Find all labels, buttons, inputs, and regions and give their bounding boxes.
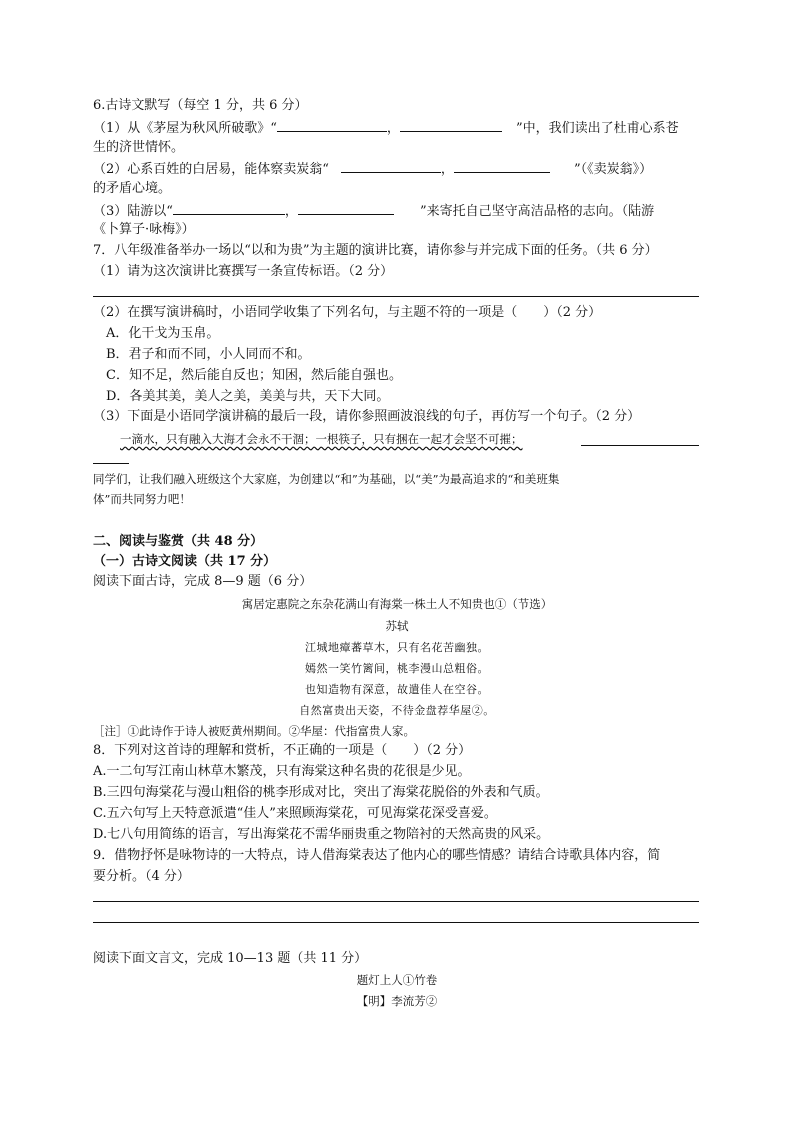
q6-p3-text-a: （3）陆游以“ bbox=[93, 204, 173, 219]
q6-p1-comma: ， bbox=[386, 121, 400, 136]
q7-blank-1[interactable] bbox=[581, 432, 699, 446]
q7-blank-2[interactable] bbox=[93, 450, 129, 464]
q7-option-c: C．知不足，然后能自反也；知困，然后能自强也。 bbox=[106, 368, 402, 383]
poem-author: 苏轼 bbox=[385, 619, 409, 633]
q6-blank-4[interactable] bbox=[454, 159, 550, 173]
q6-blank-1[interactable] bbox=[277, 118, 387, 132]
q7-closing-1: 同学们，让我们融入班级这个大家庭，为创建以“和”为基础，以“美”为最高追求的“和美班集 bbox=[93, 472, 560, 486]
classical-intro: 阅读下面文言文，完成 10—13 题（共 11 分） bbox=[93, 951, 368, 966]
q6-p2-comma: ， bbox=[440, 162, 454, 177]
q6-line1 bbox=[93, 118, 679, 138]
q6-line2 bbox=[93, 159, 652, 179]
q6-p1-text-d: 生的济世情怀。 bbox=[93, 140, 185, 155]
q6-p1-text-a: （1）从《茅屋为秋风所破歌》“ bbox=[93, 121, 277, 136]
q9-line1: 9．借物抒怀是咏物诗的一大特点，诗人借海棠表达了他内心的哪些情感？请结合诗歌具体内容，简 bbox=[93, 848, 661, 863]
q6-p2-text-a: （2）心系百姓的白居易，能体察卖炭翁“ bbox=[93, 162, 329, 177]
q6-blank-3[interactable] bbox=[341, 159, 441, 173]
q8-option-a: A.一二句写江南山林草木繁茂，只有海棠这种名贵的花很是少见。 bbox=[93, 764, 471, 779]
classical-title: 题灯上人①竹卷 bbox=[356, 973, 438, 987]
q9-line2: 要分析。（4 分） bbox=[93, 869, 190, 884]
q6-blank-6[interactable] bbox=[298, 201, 394, 215]
q9-answer-line-2[interactable] bbox=[93, 922, 699, 923]
q7-closing-2: 体”而共同努力吧！ bbox=[93, 492, 191, 506]
q8-title: 8．下列对这首诗的理解和赏析，不正确的一项是（ ）（2 分） bbox=[93, 743, 472, 758]
poem-line-4: 自然富贵出天姿，不待金盘荐华屋②。 bbox=[299, 704, 495, 717]
q8-option-c: C.五六句写上天特意派遣“佳人”来照顾海棠花，可见海棠花深受喜爱。 bbox=[93, 806, 497, 821]
poem-note: ［注］①此诗作于诗人被贬黄州期间。②华屋：代指富贵人家。 bbox=[93, 724, 415, 738]
q7-option-a: A．化干戈为玉帛。 bbox=[106, 326, 220, 341]
q7-option-b: B．君子和而不同，小人同而不和。 bbox=[106, 347, 311, 362]
q6-p2-text-c: ”（《卖炭翁》） bbox=[573, 162, 653, 177]
q6-p3-comma: ， bbox=[284, 204, 298, 219]
q6-p2-text-d: 的矛盾心境。 bbox=[93, 181, 172, 196]
q7-wavy-line bbox=[120, 430, 523, 448]
q7-title: 7．八年级准备举办一场以“以和为贵”为主题的演讲比赛，请你参与并完成下面的任务。（共 6 分） bbox=[93, 243, 658, 258]
q7-sub1: （1）请为这次演讲比赛撰写一条宣传标语。（2 分） bbox=[93, 264, 394, 279]
q7-sub2: （2）在撰写演讲稿时，小语同学收集了下列名句，与主题不符的一项是（ ）（2 分） bbox=[93, 305, 602, 320]
q7-option-d: D．各美其美，美人之美，美美与共，天下大同。 bbox=[106, 389, 390, 404]
q6-title: 6.古诗文默写（每空 1 分，共 6 分） bbox=[93, 98, 308, 113]
q7-wavy-sentence: 一滴水，只有融入大海才会永不干涸；一根筷子，只有捆在一起才会坚不可摧； bbox=[120, 432, 523, 446]
q6-line3 bbox=[93, 201, 654, 221]
poem-line-1: 江城地瘴蕃草木，只有名花苦幽独。 bbox=[305, 641, 489, 654]
q6-p3-text-c: ”来寄托自己坚守高洁品格的志向。（陆游 bbox=[419, 204, 655, 219]
q9-answer-line-1[interactable] bbox=[93, 901, 699, 902]
q6-p3-text-d: 《卜算子·咏梅》） bbox=[93, 222, 195, 237]
q8-option-b: B.三四句海棠花与漫山粗俗的桃李形成对比，突出了海棠花脱俗的外表和气质。 bbox=[93, 785, 549, 800]
section2-intro: 阅读下面古诗，完成 8—9 题（6 分） bbox=[93, 574, 313, 589]
q7-sub3: （3）下面是小语同学演讲稿的最后一段，请你参照画波浪线的句子，再仿写一个句子。（2 分） bbox=[93, 409, 641, 424]
q7-answer-line[interactable] bbox=[93, 296, 699, 297]
q6-p1-text-c: ”中，我们读出了杜甫心系苍 bbox=[515, 121, 679, 136]
poem-title: 寓居定惠院之东杂花满山有海棠一株土人不知贵也①（节选） bbox=[241, 597, 553, 611]
q6-blank-2[interactable] bbox=[400, 118, 502, 132]
q6-blank-5[interactable] bbox=[173, 201, 285, 215]
section2-title: 二、阅读与鉴赏（共 48 分） bbox=[93, 534, 264, 549]
q8-option-d: D.七八句用简练的语言，写出海棠花不需华丽贵重之物陪衬的天然高贵的风采。 bbox=[93, 827, 550, 842]
poem-line-3: 也知造物有深意，故遣佳人在空谷。 bbox=[305, 683, 489, 696]
poem-line-2: 嫣然一笑竹篱间，桃李漫山总粗俗。 bbox=[305, 662, 489, 675]
section2-sub1: （一）古诗文阅读（共 17 分） bbox=[93, 554, 277, 569]
classical-author: 【明】李流芳② bbox=[356, 994, 438, 1008]
